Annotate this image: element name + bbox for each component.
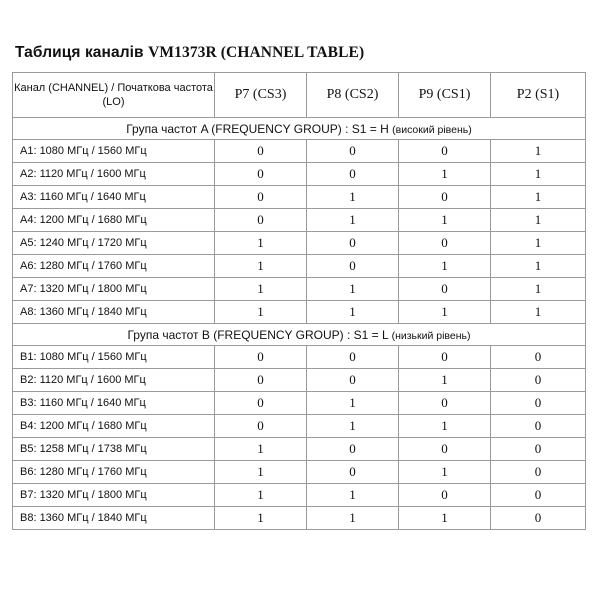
value-cell: 0 — [307, 255, 399, 278]
value-cell: 1 — [399, 255, 491, 278]
table-row — [13, 392, 586, 415]
channel-cell: A1: 1080 МГц / 1560 МГц — [13, 140, 215, 163]
group-row — [13, 324, 586, 346]
table-header-row — [13, 73, 586, 118]
channel-cell: A3: 1160 МГц / 1640 МГц — [13, 186, 215, 209]
value-cell: 1 — [491, 209, 586, 232]
value-cell: 1 — [215, 461, 307, 484]
channel-cell: A2: 1120 МГц / 1600 МГц — [13, 163, 215, 186]
value-cell: 0 — [307, 232, 399, 255]
table-row — [13, 369, 586, 392]
value-cell: 0 — [399, 484, 491, 507]
value-cell: 0 — [215, 209, 307, 232]
value-cell: 1 — [307, 301, 399, 324]
channel-cell: B8: 1360 МГц / 1840 МГц — [13, 507, 215, 530]
group-label — [13, 118, 586, 140]
value-cell: 1 — [399, 369, 491, 392]
channel-cell: A8: 1360 МГц / 1840 МГц — [13, 301, 215, 324]
title-text: Таблиця каналів — [15, 44, 149, 61]
table-row — [13, 232, 586, 255]
value-cell: 1 — [215, 301, 307, 324]
value-cell: 1 — [491, 140, 586, 163]
table-row — [13, 507, 586, 530]
value-cell: 1 — [399, 415, 491, 438]
value-cell: 1 — [215, 438, 307, 461]
value-cell: 1 — [307, 186, 399, 209]
header-col-p7: P7 (CS3) — [215, 73, 307, 118]
value-cell: 0 — [215, 163, 307, 186]
value-cell: 1 — [215, 278, 307, 301]
value-cell: 1 — [307, 484, 399, 507]
header-channel-label: Канал (CHANNEL) / Початкова частота (LO) — [13, 73, 215, 118]
value-cell: 0 — [399, 186, 491, 209]
value-cell: 1 — [307, 392, 399, 415]
channel-cell: B3: 1160 МГц / 1640 МГц — [13, 392, 215, 415]
value-cell: 1 — [215, 232, 307, 255]
value-cell: 0 — [307, 461, 399, 484]
value-cell: 1 — [399, 301, 491, 324]
group-label — [13, 324, 586, 346]
value-cell: 0 — [307, 438, 399, 461]
value-cell: 1 — [491, 186, 586, 209]
value-cell: 1 — [399, 209, 491, 232]
value-cell: 1 — [215, 484, 307, 507]
table-row — [13, 346, 586, 369]
table-row — [13, 209, 586, 232]
channel-table — [12, 72, 586, 530]
header-col-p9: P9 (CS1) — [399, 73, 491, 118]
group-row — [13, 118, 586, 140]
channel-cell: A5: 1240 МГц / 1720 МГц — [13, 232, 215, 255]
group-label-note: (низький рівень) — [391, 329, 471, 342]
value-cell: 1 — [215, 507, 307, 530]
channel-cell: B4: 1200 МГц / 1680 МГц — [13, 415, 215, 438]
channel-cell: B7: 1320 МГц / 1800 МГц — [13, 484, 215, 507]
value-cell: 1 — [399, 507, 491, 530]
channel-cell: A4: 1200 МГц / 1680 МГц — [13, 209, 215, 232]
value-cell: 0 — [215, 369, 307, 392]
table-row — [13, 438, 586, 461]
channel-cell: B5: 1258 МГц / 1738 МГц — [13, 438, 215, 461]
value-cell: 1 — [399, 163, 491, 186]
group-label-text: Група частот B (FREQUENCY GROUP) : S1 = L — [127, 327, 392, 342]
value-cell: 1 — [399, 461, 491, 484]
channel-cell: A7: 1320 МГц / 1800 МГц — [13, 278, 215, 301]
channel-cell: B1: 1080 МГц / 1560 МГц — [13, 346, 215, 369]
value-cell: 1 — [307, 209, 399, 232]
value-cell: 0 — [491, 346, 586, 369]
table-row — [13, 415, 586, 438]
value-cell: 1 — [307, 278, 399, 301]
title-model: VM1373R (CHANNEL TABLE) — [148, 44, 365, 61]
value-cell: 0 — [307, 163, 399, 186]
value-cell: 0 — [307, 346, 399, 369]
header-col-p2: P2 (S1) — [491, 73, 586, 118]
value-cell: 0 — [491, 461, 586, 484]
value-cell: 0 — [491, 392, 586, 415]
value-cell: 0 — [215, 415, 307, 438]
table-row — [13, 461, 586, 484]
value-cell: 1 — [307, 507, 399, 530]
value-cell: 0 — [399, 278, 491, 301]
group-label-text: Група частот A (FREQUENCY GROUP) : S1 = H — [126, 121, 393, 136]
channel-cell: A6: 1280 МГц / 1760 МГц — [13, 255, 215, 278]
table-row — [13, 255, 586, 278]
value-cell: 0 — [215, 346, 307, 369]
group-label-note: (високий рівень) — [392, 123, 472, 136]
table-row — [13, 278, 586, 301]
value-cell: 0 — [399, 232, 491, 255]
value-cell: 1 — [215, 255, 307, 278]
channel-cell: B2: 1120 МГц / 1600 МГц — [13, 369, 215, 392]
value-cell: 0 — [399, 140, 491, 163]
value-cell: 0 — [491, 369, 586, 392]
value-cell: 0 — [215, 392, 307, 415]
value-cell: 0 — [215, 186, 307, 209]
value-cell: 1 — [491, 278, 586, 301]
value-cell: 1 — [491, 232, 586, 255]
value-cell: 0 — [491, 438, 586, 461]
value-cell: 0 — [491, 507, 586, 530]
value-cell: 1 — [491, 163, 586, 186]
value-cell: 0 — [491, 484, 586, 507]
header-col-p8: P8 (CS2) — [307, 73, 399, 118]
value-cell: 0 — [399, 346, 491, 369]
value-cell: 0 — [399, 438, 491, 461]
value-cell: 0 — [491, 415, 586, 438]
value-cell: 1 — [307, 415, 399, 438]
value-cell: 0 — [307, 140, 399, 163]
table-row — [13, 301, 586, 324]
channel-cell: B6: 1280 МГц / 1760 МГц — [13, 461, 215, 484]
value-cell: 0 — [399, 392, 491, 415]
table-row — [13, 484, 586, 507]
value-cell: 0 — [307, 369, 399, 392]
table-row — [13, 186, 586, 209]
table-row — [13, 163, 586, 186]
value-cell: 0 — [215, 140, 307, 163]
page-title — [15, 44, 364, 62]
value-cell: 1 — [491, 301, 586, 324]
value-cell: 1 — [491, 255, 586, 278]
table-row — [13, 140, 586, 163]
